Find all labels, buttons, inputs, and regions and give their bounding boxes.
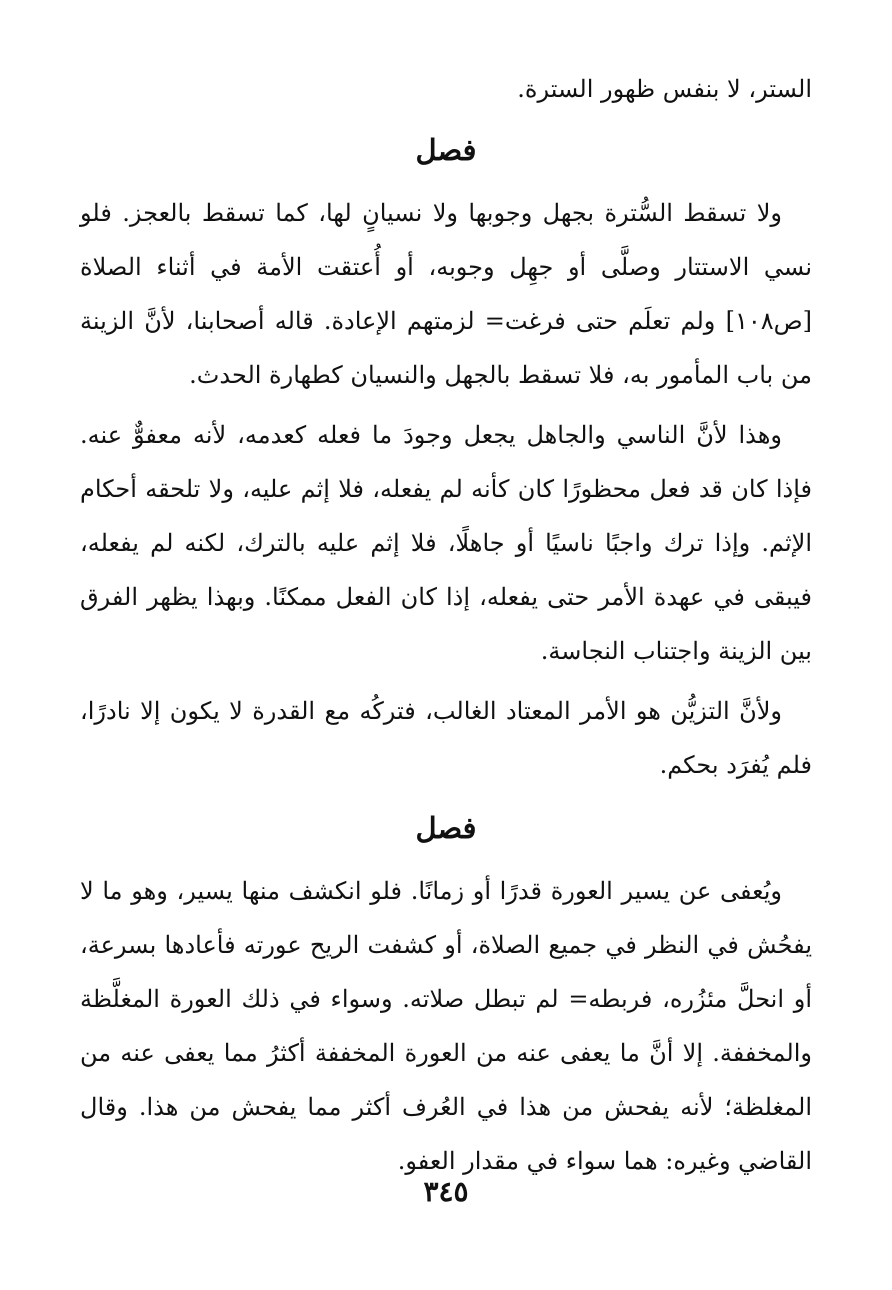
book-page [80,62,812,1194]
paragraph: وهذا لأنَّ الناسي والجاهل يجعل وجودَ ما فعله كعدمه، لأنه معفوٌّ عنه. فإذا كان قد فعل محظورًا كان كأنه لم يفعله، فلا إثم عليه، ولا تلحقه أحكام الإثم. وإذا ترك واجبًا ناسيًا أو جاهلًا، فلا إثم عليه بالترك، لكنه لم يفعله، فيبقى في عهدة الأمر حتى يفعله، إذا كان الفعل ممكنًا. وبهذا يظهر الفرق بين الزينة واجتناب النجاسة. [80,421,812,665]
page-number: ٣٤٥ [423,1175,469,1208]
section-heading: فصل [415,133,477,167]
paragraph: ويُعفى عن يسير العورة قدرًا أو زمانًا. فلو انكشف منها يسير، وهو ما لا يفحُش في النظر في جميع الصلاة، أو كشفت الريح عورته فأعادها بسرعة، أو انحلَّ مئزُره، فربطه= لم تبطل صلاته. وسواء في ذلك العورة المغلَّظة والمخففة. إلا أنَّ ما يعفى عنه من العورة المخففة أكثرُ مما يعفى عنه من المغلظة؛ لأنه يفحش من هذا في العُرف أكثر مما يفحش من هذا. وقال القاضي وغيره: هما سواء في مقدار العفو. [80,877,813,1175]
continuation-line: الستر، لا بنفس ظهور السترة. [517,75,812,103]
paragraph: ولأنَّ التزيُّن هو الأمر المعتاد الغالب، فتركُه مع القدرة لا يكون إلا نادرًا، فلم يُفرَد بحكم. [80,697,812,779]
section-heading: فصل [415,811,477,845]
paragraph: ولا تسقط السُّترة بجهل وجوبها ولا نسيانٍ لها، كما تسقط بالعجز. فلو نسي الاستتار وصلَّى أو جهِل وجوبه، أو أُعتقت الأمة في أثناء الصلاة [ص١٠٨] ولم تعلَم حتى فرغت= لزمتهم الإعادة. قاله أصحابنا، لأنَّ الزينة من باب المأمور به، فلا تسقط بالجهل والنسيان كطهارة الحدث. [80,199,812,389]
